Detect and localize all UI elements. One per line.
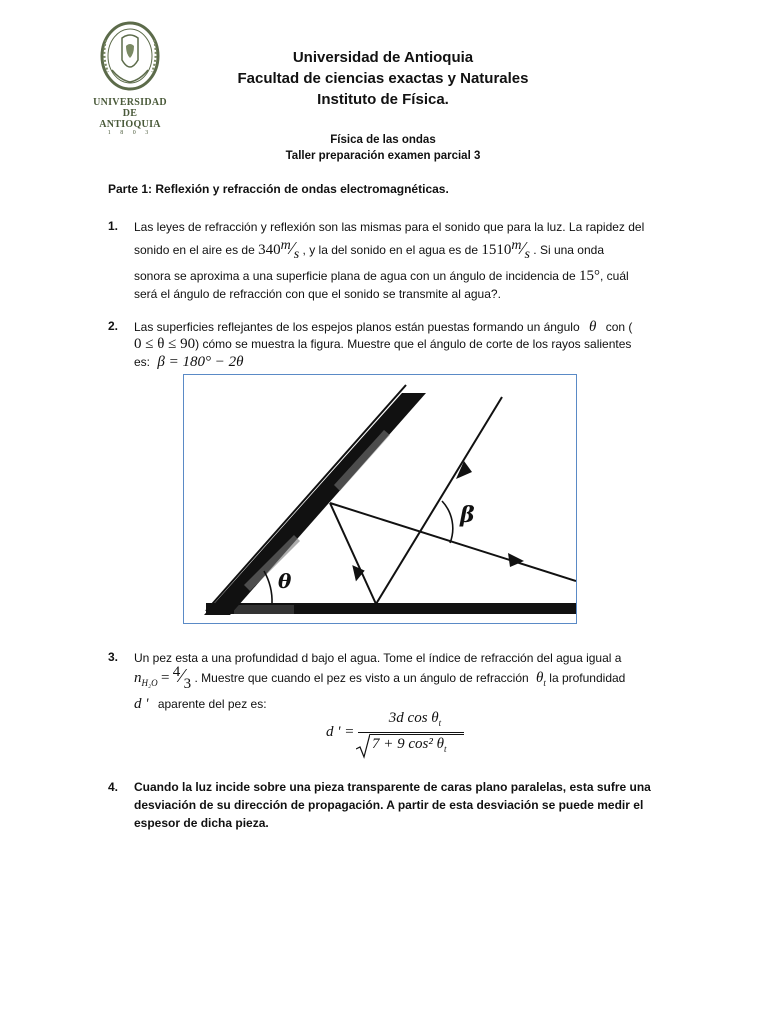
mirror-diagram: [184, 375, 576, 623]
formula-lhs: d ' =: [326, 724, 355, 740]
q4-line1: Cuando la luz incide sobre una pieza transparente de caras plano paralelas, esta sufre una: [134, 780, 651, 794]
refractive-index-eq: =: [160, 670, 170, 686]
formula-denominator-sub: t: [443, 744, 447, 754]
q3-line2-text: . Muestre que cuando el pez es visto a un ángulo de refracción: [194, 671, 529, 685]
q1-line3-text-a: sonora se aproxima a una superficie plana de agua con un ángulo de incidencia de: [134, 269, 576, 283]
q3-line2-text-b: la profundidad: [549, 671, 626, 685]
q2-range: 0 ≤ θ ≤ 90: [134, 336, 196, 352]
q2-line3-text: es:: [134, 355, 151, 369]
square-root-icon: [356, 733, 370, 759]
water-speed-value: 1510: [481, 242, 512, 258]
q1-line2-text-b: , y la del sonido en el agua es de: [302, 243, 478, 257]
university-logo: [92, 20, 168, 136]
refraction-angle-subscript: t: [543, 678, 546, 688]
water-speed-unit-num: m: [511, 238, 522, 253]
q1-number: 1.: [108, 219, 119, 233]
refractive-index-num: 4: [172, 664, 181, 680]
logo-name-line2: DE ANTIOQUIA: [99, 108, 161, 130]
q3-line2: $n_{H_2O}$ = 4⁄3 . Muestre que cuando el pez es visto a un ángulo de refracción $\theta_t$ la profundidad: [134, 664, 626, 692]
q3-line3-text: aparente del pez es:: [157, 697, 267, 711]
q1-line2-text-a: sonido en el aire es de: [134, 243, 255, 257]
water-speed-unit-den: s: [524, 247, 530, 262]
figure-beta-label: β: [460, 502, 475, 528]
refractive-index-den: 3: [183, 676, 192, 692]
refraction-angle-symbol: θ: [536, 670, 544, 686]
part-title: Parte 1: Reflexión y refracción de ondas electromagnéticas.: [108, 182, 449, 196]
q1-line2: sonido en el aire es de 340m⁄s , y la del sonido en el agua es de 1510m⁄s . Si una onda: [134, 238, 605, 262]
apparent-depth-symbol: d ': [134, 696, 149, 712]
outgoing-ray-arrow-icon: [508, 553, 524, 567]
fraction-bar: [358, 732, 464, 733]
q4-number: 4.: [108, 780, 119, 794]
q3-line1: Un pez esta a una profundidad d bajo el agua. Tome el índice de refracción del agua igual a: [134, 651, 622, 665]
refractive-index-subscript: H₂O: [141, 678, 158, 688]
course-name: Física de las ondas: [330, 134, 436, 146]
incidence-angle: 15°: [579, 268, 600, 284]
q2-line2: [134, 334, 662, 354]
logo-year: 1 8 0 3: [107, 130, 153, 136]
q1-line4: será el ángulo de refracción con que el sonido se transmite al agua?.: [134, 287, 501, 301]
outgoing-ray: [330, 503, 576, 581]
q1-line1: Las leyes de refracción y reflexión son las mismas para el sonido que para la luz. La rapidez del: [134, 220, 645, 234]
workshop-title: Taller preparación examen parcial 3: [285, 150, 481, 162]
q1-line3-text-b: , cuál: [600, 269, 629, 283]
slanted-mirror: [204, 393, 426, 615]
formula-numerator: [370, 710, 460, 727]
figure-theta-label: θ: [278, 569, 292, 593]
air-speed-unit-den: s: [293, 247, 300, 262]
institute-title: Instituto de Física.: [317, 91, 449, 108]
q2-number: 2.: [108, 319, 119, 333]
q2-line1-text-b: con (: [605, 320, 633, 334]
q2-theta: θ: [588, 319, 597, 335]
faculty-title: Facultad de ciencias exactas y Naturales: [237, 70, 529, 87]
air-speed-value: 340: [258, 242, 281, 258]
apparent-depth-formula: [326, 710, 456, 760]
q2-line2-text: ) cómo se muestra la figura. Muestre que el ángulo de corte de los rayos salientes: [195, 337, 632, 351]
q4-line2: desviación de su dirección de propagación. A partir de esta desviación se puede medir el: [134, 798, 644, 812]
formula-denominator-text: 7 + 9 cos² θ: [372, 736, 444, 752]
q2-line3: [134, 352, 662, 372]
q2-line1-text-a: Las superficies reflejantes de los espejos planos están puestas formando un ángulo: [134, 320, 580, 334]
q3-number: 3.: [108, 650, 119, 664]
q4-line3: espesor de dicha pieza.: [134, 816, 269, 830]
air-speed-unit-num: m: [280, 238, 291, 253]
formula-numerator-sub: t: [438, 718, 442, 728]
refractive-index-symbol: n: [134, 670, 142, 686]
formula-numerator-text: 3d cos θ: [388, 710, 439, 726]
q1-line2-text-c: . Si una onda: [533, 243, 605, 257]
reflected-ray-1: [330, 503, 376, 604]
university-seal-icon: [92, 20, 168, 92]
q1-line3: [134, 266, 662, 286]
university-title: Universidad de Antioquia: [292, 49, 474, 66]
logo-name-line1: UNIVERSIDAD: [93, 97, 167, 108]
beta-equation: β = 180° − 2θ: [157, 354, 244, 370]
mirror-figure: [183, 374, 577, 624]
formula-denominator: [372, 736, 447, 753]
